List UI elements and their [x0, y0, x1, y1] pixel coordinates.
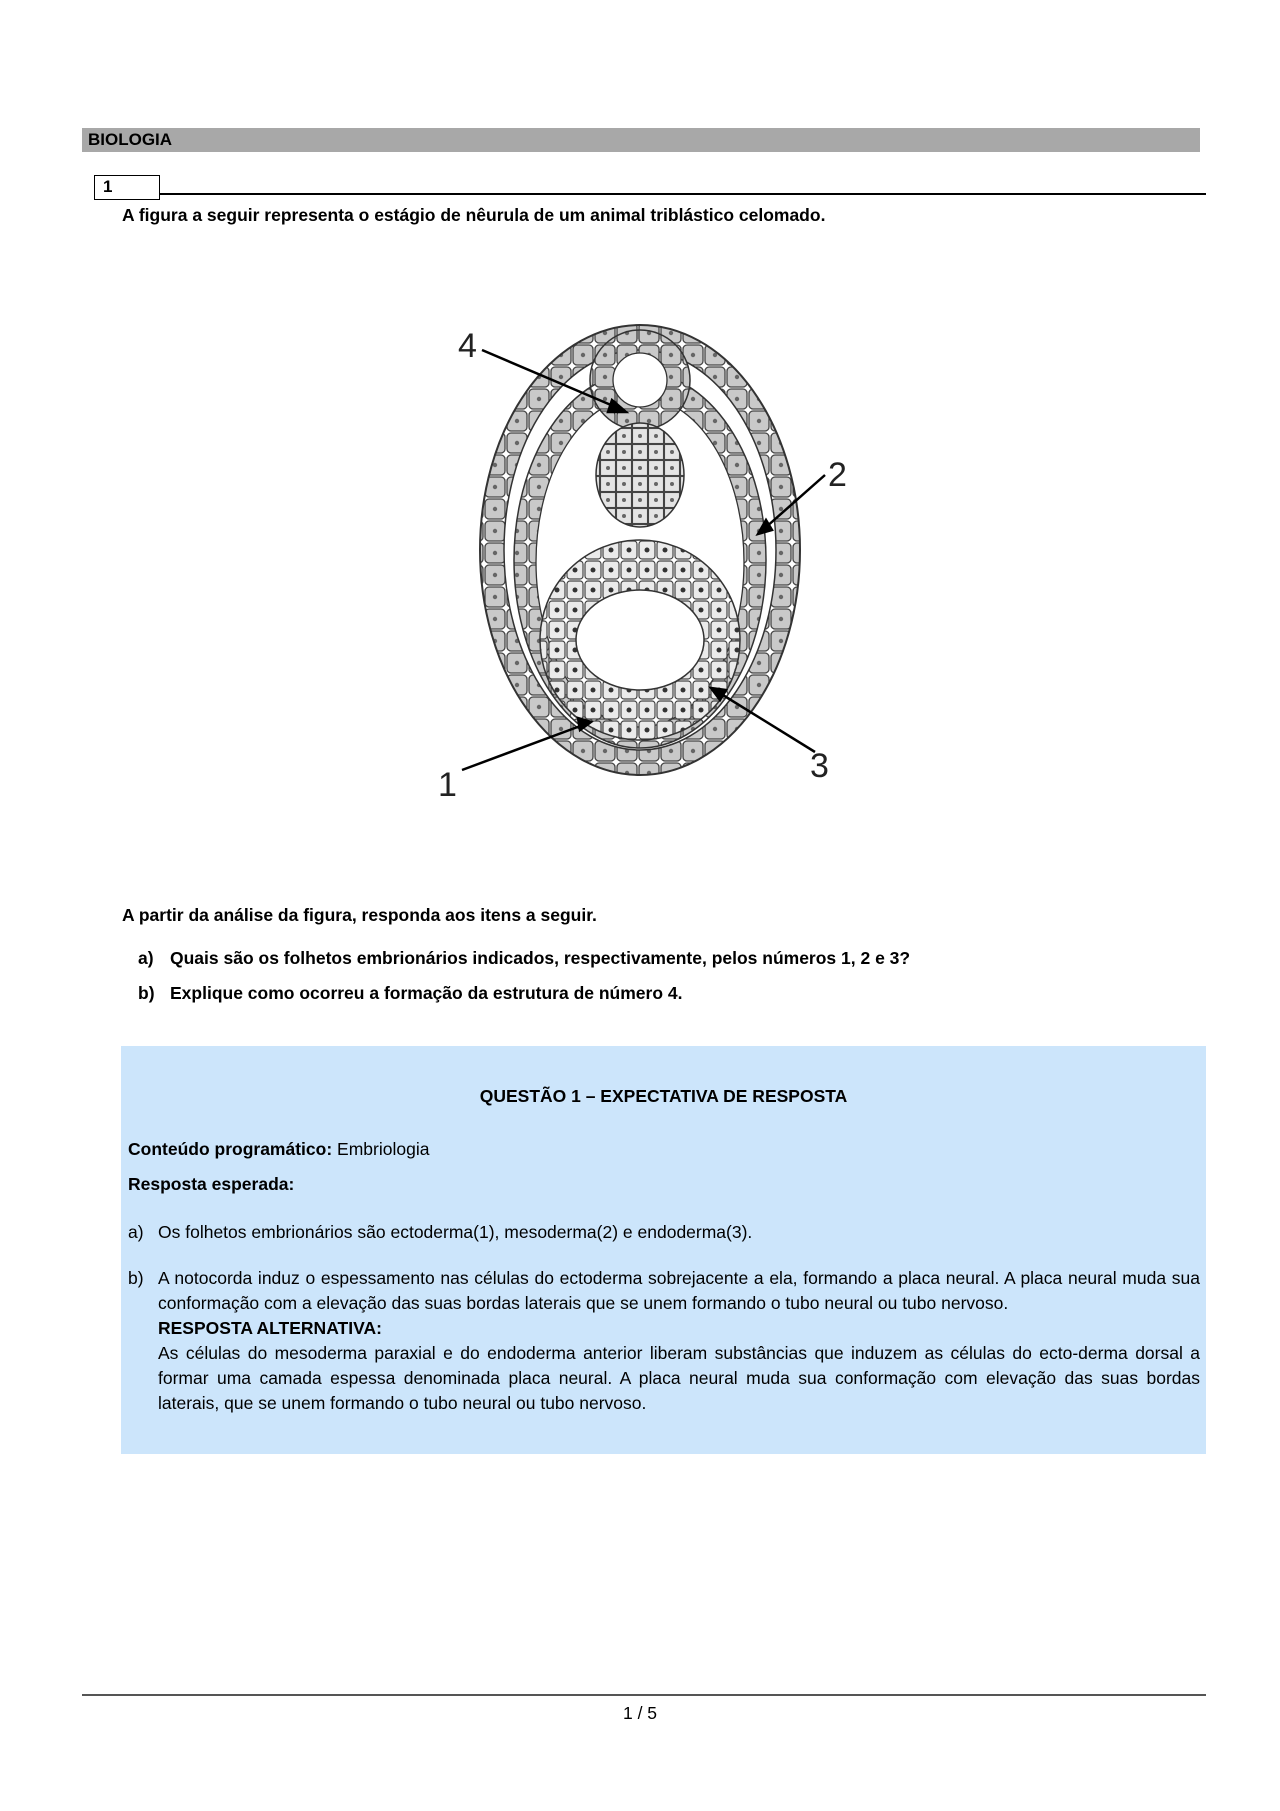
- alternative-label: RESPOSTA ALTERNATIVA:: [158, 1318, 382, 1338]
- figure-label-4: 4: [458, 327, 477, 365]
- answer-item-text: A notocorda induz o espessamento nas células do ectoderma sobrejacente a ela, formando a placa neural. A placa neural muda sua conformação com a elevação das suas bordas laterais que se unem formando o tubo neural ou tubo nervoso.: [158, 1268, 1200, 1313]
- neurula-figure: [440, 300, 880, 820]
- content-label: Conteúdo programático:: [128, 1139, 333, 1159]
- footer-divider: [82, 1694, 1206, 1696]
- answer-item-b: [128, 1266, 1200, 1416]
- item-text: Explique como ocorreu a formação da estrutura de número 4.: [170, 983, 683, 1003]
- answer-item-label: a): [128, 1222, 144, 1242]
- question-item-b: [138, 983, 683, 1004]
- alternative-text: As células do mesoderma paraxial e do endoderma anterior liberam substâncias que induzem as células do ecto-derma dorsal a formar uma camada espessa denominada placa neural. A placa neural muda sua conformação com elevação das suas bordas laterais, que se unem formando o tubo neural ou tubo nervoso.: [158, 1343, 1200, 1413]
- answer-title: QUESTÃO 1 – EXPECTATIVA DE RESPOSTA: [479, 1086, 848, 1106]
- content-value: Embriologia: [337, 1139, 430, 1159]
- item-label: b): [138, 983, 155, 1003]
- instruction: A partir da análise da figura, responda aos itens a seguir.: [122, 905, 597, 925]
- question-item-a: [138, 948, 910, 969]
- question-number: 1: [94, 175, 160, 200]
- figure-label-3: 3: [810, 747, 829, 785]
- figure-label-2: 2: [828, 456, 847, 494]
- answer-box: [121, 1046, 1206, 1454]
- answer-item-text: Os folhetos embrionários são ectoderma(1), mesoderma(2) e endoderma(3).: [158, 1222, 753, 1242]
- page-number: 1 / 5: [622, 1703, 658, 1723]
- answer-item-a: [128, 1220, 1200, 1245]
- content-line: [128, 1139, 429, 1160]
- item-text: Quais são os folhetos embrionários indicados, respectivamente, pelos números 1, 2 e 3?: [170, 948, 911, 968]
- expected-label: Resposta esperada:: [128, 1174, 295, 1194]
- subject-header: BIOLOGIA: [82, 128, 1200, 152]
- question-divider: [160, 193, 1206, 195]
- figure-label-1: 1: [438, 766, 457, 804]
- question-stem: A figura a seguir representa o estágio de nêurula de um animal triblástico celomado.: [122, 205, 826, 225]
- answer-item-label: b): [128, 1268, 144, 1288]
- item-label: a): [138, 948, 154, 968]
